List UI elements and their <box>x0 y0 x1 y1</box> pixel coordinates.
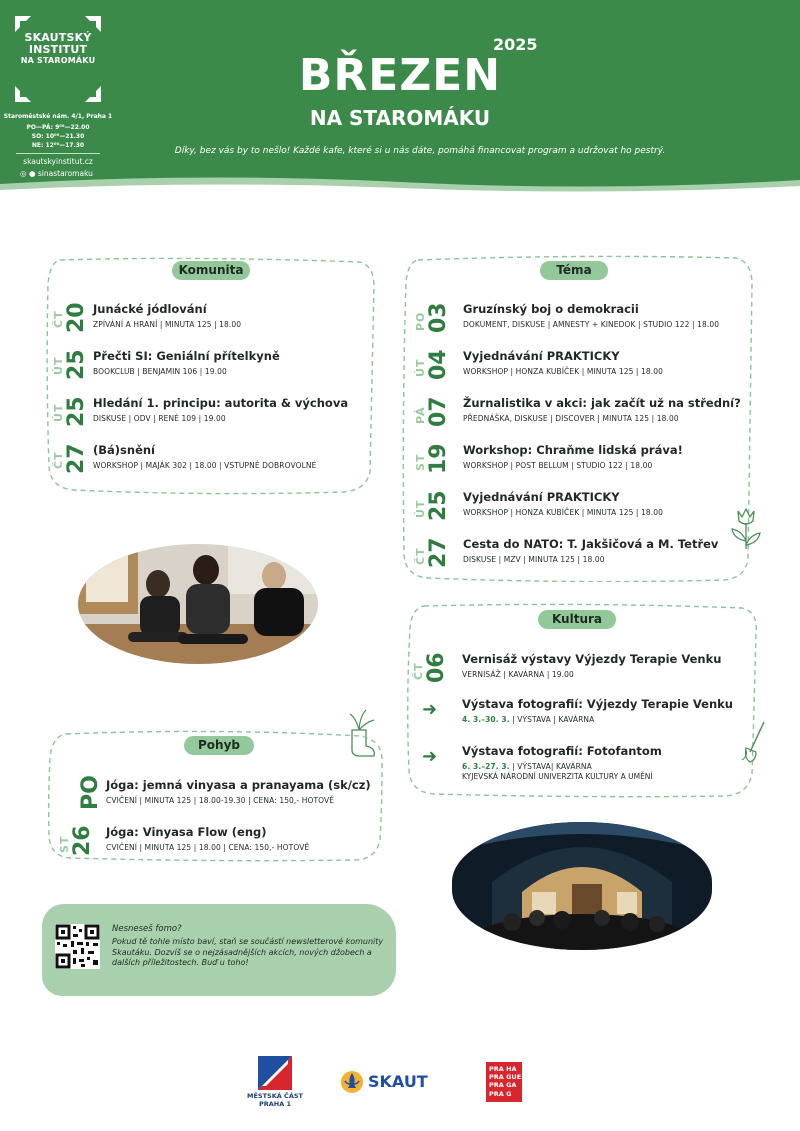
event-title: Výstava fotografií: Fotofantom <box>462 744 662 758</box>
info-divider <box>16 153 100 154</box>
praha-grid-6: GA <box>506 1081 517 1090</box>
event-day: PÁ <box>414 406 427 424</box>
newsletter-box <box>42 904 396 996</box>
section-tema <box>400 254 754 582</box>
event-date: 25 <box>64 349 89 381</box>
header-wave <box>0 170 800 200</box>
event-item[interactable] <box>52 396 372 436</box>
event-title: Přečti SI: Geniální přítelkyně <box>93 349 280 363</box>
logo-line-2: INSTITUT <box>28 43 88 56</box>
event-title: Výstava fotografií: Výjezdy Terapie Venku <box>462 697 733 711</box>
event-meta: BOOKCLUB | BENJAMIN 106 | 19.00 <box>93 367 227 376</box>
event-item[interactable] <box>412 652 758 692</box>
event-day: ÚT <box>52 356 65 376</box>
logo-line-3: NA STAROMÁKU <box>20 56 96 65</box>
tagline: Díky, bez vás by to nešlo! Každé kafe, které si u nás dáte, pomáhá financovat program a udržovat ho pestrý. <box>174 146 666 156</box>
event-item[interactable] <box>414 302 754 342</box>
qr-code-icon <box>55 924 100 969</box>
event-item[interactable] <box>414 349 754 389</box>
event-meta: WORKSHOP | MAJÁK 302 | 18.00 | VSTUPNÉ DOBROVOLNÉ <box>93 461 317 470</box>
event-date: 19 <box>426 443 451 475</box>
event-date: 25 <box>64 396 89 428</box>
event-meta-secondary: KYJEVSKÁ NÁRODNÍ UNIVERZITA KULTURY A UMĚNÍ <box>462 772 653 781</box>
event-day: ÚT <box>414 358 427 378</box>
section-komunita <box>44 256 376 496</box>
event-meta: WORKSHOP | POST BELLUM | STUDIO 122 | 18.00 <box>463 461 653 470</box>
event-date: 25 <box>426 490 451 522</box>
qr-code[interactable] <box>55 924 100 969</box>
section-kultura <box>404 602 760 798</box>
logo-line-1: SKAUTSKÝ <box>24 31 92 44</box>
event-item[interactable] <box>412 744 758 788</box>
event-date: 03 <box>426 302 451 334</box>
praha1-logo <box>247 1056 303 1108</box>
event-date-range: 4. 3.–30. 3. <box>462 715 510 724</box>
event-date: 06 <box>424 652 449 684</box>
newsletter-title: Nesneseš fomo? <box>112 924 182 934</box>
event-meta: WORKSHOP | HONZA KUBÍČEK | MINUTA 125 | 18.00 <box>463 508 664 517</box>
praha-grid-3: PRA <box>489 1073 504 1082</box>
section-pohyb <box>44 728 386 864</box>
page-title: BŘEZEN <box>298 50 502 101</box>
social-handle-text: sinastaromaku <box>37 169 93 178</box>
facebook-icon: ● <box>28 169 36 178</box>
event-meta-text: | VÝSTAVA| KAVÁRNA <box>509 762 592 771</box>
event-day: ČT <box>414 547 427 565</box>
event-meta: WORKSHOP | HONZA KUBÍČEK | MINUTA 125 | 18.00 <box>463 367 664 376</box>
event-title: Junácké jódlování <box>93 302 207 316</box>
event-day: ČT <box>412 662 425 680</box>
institute-logo <box>15 16 101 102</box>
page-subtitle: NA STAROMÁKU <box>309 106 491 130</box>
event-meta <box>462 715 594 724</box>
event-item[interactable] <box>412 697 758 733</box>
event-title: Vyjednávání PRAKTICKY <box>463 349 620 363</box>
event-item[interactable] <box>414 490 754 530</box>
event-date: 20 <box>64 302 89 334</box>
event-title: Žurnalistika v akci: jak začít už na střední? <box>463 396 741 410</box>
event-meta: DOKUMENT, DISKUSE | AMNESTY + KINEDOK | STUDIO 122 | 18.00 <box>463 320 720 329</box>
event-item[interactable] <box>414 537 754 577</box>
event-day: ÚT <box>414 499 427 519</box>
event-title: Gruzínský boj o demokracii <box>463 302 639 316</box>
praha1-label-line-2: PRAHA 1 <box>258 1100 292 1108</box>
event-day: ST <box>58 835 71 853</box>
section-label: Téma <box>540 261 608 280</box>
section-label: Kultura <box>538 610 616 629</box>
event-title: Vyjednávání PRAKTICKY <box>463 490 620 504</box>
hours-weekday: PO—PÁ: 9⁰⁰—22.00 <box>26 124 90 131</box>
event-title: Jóga: jemná vinyasa a pranayama (sk/cz) <box>106 778 371 792</box>
event-meta: ZPÍVÁNÍ A HRANÍ | MINUTA 125 | 18.00 <box>93 320 242 329</box>
photo-people-sitting <box>78 544 318 664</box>
arrow-right-icon: ➜ <box>422 699 438 720</box>
praha1-emblem-icon <box>258 1056 292 1090</box>
event-title: Hledání 1. principu: autorita & výchova <box>93 396 349 410</box>
section-label: Pohyb <box>184 736 254 755</box>
event-title: Jóga: Vinyasa Flow (eng) <box>106 825 267 839</box>
praha-grid-2: HA <box>506 1065 517 1073</box>
event-meta: DISKUSE | MZV | MINUTA 125 | 18.00 <box>463 555 605 564</box>
event-date-range: 6. 3.–27. 3. <box>462 762 510 771</box>
event-day: ČT <box>52 310 65 328</box>
praha-grid-7: PRA <box>489 1089 504 1098</box>
event-title: Cesta do NATO: T. Jakšičová a M. Tetřev <box>463 537 719 551</box>
praha1-label-line-1: MĚSTSKÁ ČÁST <box>247 1092 303 1100</box>
scout-lily-icon <box>340 1070 364 1094</box>
event-date: 26 <box>70 825 95 857</box>
tulip-icon <box>728 505 764 551</box>
hours-sunday: NE: 12⁰⁰—17.30 <box>31 142 85 149</box>
event-date: 27 <box>426 537 451 569</box>
event-meta: CVIČENÍ | MINUTA 125 | 18.00-19.30 | CENA: 150,- HOTOVĚ <box>106 796 335 805</box>
event-title: Workshop: Chraňme lidská práva! <box>463 443 683 457</box>
skaut-label: SKAUT <box>368 1072 428 1091</box>
instagram-icon: ◎ <box>20 169 27 178</box>
event-title: Vernisáž výstavy Výjezdy Terapie Venku <box>462 652 722 666</box>
shovel-icon <box>740 720 770 764</box>
year: 2025 <box>493 35 538 54</box>
event-date: 04 <box>426 349 451 381</box>
praha-grid-8: G <box>506 1089 512 1098</box>
praha-grid-4: GUE <box>506 1073 522 1082</box>
event-item[interactable] <box>52 302 372 342</box>
praha-city-logo <box>486 1062 522 1102</box>
event-item[interactable] <box>414 443 754 483</box>
arrow-right-icon: ➜ <box>422 746 438 767</box>
event-item[interactable] <box>414 396 754 436</box>
event-meta-text: | VÝSTAVA | KAVÁRNA <box>509 715 595 724</box>
event-day: PO <box>78 775 103 810</box>
event-day: ČT <box>52 451 65 469</box>
event-day: ST <box>414 453 427 471</box>
event-item[interactable] <box>52 349 372 389</box>
event-item[interactable] <box>58 775 386 818</box>
event-date: 27 <box>64 443 89 475</box>
section-label: Komunita <box>172 261 250 280</box>
event-title: (Bá)snění <box>93 443 155 457</box>
event-meta: VERNISÁŽ | KAVÁRNA | 19.00 <box>462 670 574 679</box>
event-meta: DISKUSE | ODV | RENÉ 109 | 19.00 <box>93 414 226 423</box>
hours-saturday: SO: 10⁰⁰—21.30 <box>31 133 85 140</box>
event-meta: CVIČENÍ | MINUTA 125 | 18.00 | CENA: 150,- HOTOVĚ <box>106 843 310 852</box>
praha-grid-1: PRA <box>489 1065 504 1073</box>
event-day: PO <box>414 311 427 331</box>
praha-grid-5: PRA <box>489 1081 504 1090</box>
event-item[interactable] <box>52 443 372 483</box>
skaut-logo <box>340 1068 432 1096</box>
event-item[interactable] <box>58 825 386 865</box>
event-day: ÚT <box>52 403 65 423</box>
event-meta: PŘEDNÁŠKA, DISKUSE | DISCOVER | MINUTA 125 | 18.00 <box>463 414 679 423</box>
website-link[interactable]: skautskyinstitut.cz <box>23 157 93 166</box>
event-date: 07 <box>426 396 451 428</box>
newsletter-body: Pokud tě tohle místo baví, staň se součástí newsletterové komunity Skautáku. Dozvíš se o nejzásadnějších akcích, nových džobech a dalších příležitostech. Buď u toho! <box>112 937 384 967</box>
event-meta <box>462 762 592 771</box>
photo-event-crowd <box>452 822 712 950</box>
header-banner <box>0 0 800 200</box>
address: Staroměstské nám. 4/1, Praha 1 <box>3 113 113 120</box>
